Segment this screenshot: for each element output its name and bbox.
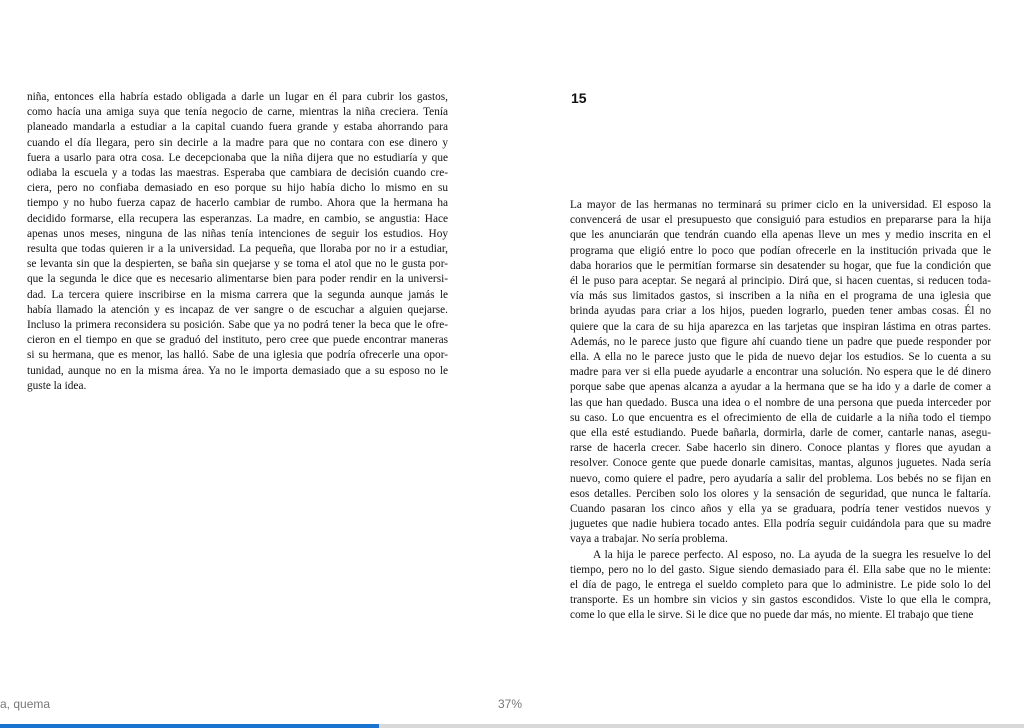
text-line: el día de pago, le entrega el sueldo completo para que lo administre. Le pide solo lo del <box>570 579 991 592</box>
text-line: odiaba la escuela y a todas las maestras. Esperaba que cambiara de decisión cuando cre- <box>27 167 448 180</box>
text-line: vaya a trabajar. No sería problema. <box>570 533 728 546</box>
left-page-text <box>27 90 448 394</box>
text-line: cieron en el tiempo en que se graduó del instituto, pero cree que puede encontrar maneras <box>27 334 448 347</box>
text-line: se levanta sin que la despierten, se baña sin quejarse y se toma el atol que no le gusta por- <box>27 258 448 271</box>
text-line: vía más sus limitados gastos, si inscriben a la niña en el programa de una iglesia que <box>570 290 991 303</box>
text-line: resulta que todas quieren ir a la universidad. La pequeña, que lloraba por no ir a estudiar, <box>27 243 448 256</box>
text-line: esos detalles. Perciben solo los olores y la sensación de seguridad, que nunca le faltaría. <box>570 487 991 500</box>
text-line: como hacía una amiga suya que tenía negocio de carne, mientras la niña creciera. Tenía <box>27 106 448 119</box>
text-line: que la segunda le dice que es necesario alimentarse bien para poder rendir en la universi- <box>27 273 448 286</box>
text-line: guste la idea. <box>27 379 87 392</box>
paragraph <box>570 548 991 624</box>
text-line: las que han quedado. Busca una idea o el nombre de una persona que pueda interceder por <box>570 396 991 409</box>
paragraph <box>570 198 991 548</box>
text-line: él le puso para aceptar. Se negará al principio. Dirá que, si hacen cuentas, si reducen toda- <box>570 275 991 288</box>
text-line: come lo que ella le sirve. Si le dice que no puede dar más, no miente. El trabajo que tiene <box>570 609 974 622</box>
text-line: tiempo, pero no lo del gasto. Sigue siendo demasiado para él. Ella sabe que no le miente: <box>570 563 991 576</box>
text-line: su caso. Lo que encuentra es el ofrecimiento de ella de cuidarle a la niña todo el tiempo <box>570 411 991 424</box>
text-line: transporte. Es un hombre sin vicios y sin gastos escondidos. Viste lo que ella le compra, <box>570 594 991 607</box>
text-line: planeado mandarla a estudiar a la capital cuando fuera grande y estaba ahorrando para <box>27 121 448 134</box>
text-line: que ella esté estudiando. Puede bañarla, dormirla, darle de comer, cantarle nanas, asegu- <box>570 427 991 440</box>
text-line: ella. A ella no le parece justo que le pida de nuevo dejar los estudios. Se lo cuenta a su <box>570 351 991 364</box>
text-line: porque sabe que apenas alcanza a ayudar a la hermana que se ha ido y a darle de comer a <box>570 381 991 394</box>
chapter-number: 15 <box>571 90 587 106</box>
text-line: juguetes que nadie hubiera tocado antes. Ella podría seguir cuidándola para que su madre <box>570 518 991 531</box>
text-line: apenas unos meses, ninguna de las niñas tenía intenciones de seguir los estudios. Hoy <box>27 227 448 240</box>
text-line: Incluso la primera reconsidera su posición. Sabe que ya no podrá tener la beca que le ofre- <box>27 319 448 332</box>
text-line: si su hermana, que es menor, las halló. Sabe de una iglesia que podría ofrecerle una opor- <box>27 349 448 362</box>
text-line: tiempo y no hubo fuerza capaz de hacerlo cambiar de rumbo. Ahora que la hermana ha <box>27 197 448 210</box>
text-line: daba horarios que le permitían formarse sin desatender su hogar, que fue la condición que <box>570 259 991 272</box>
text-line: fuera a usarlo para otra cosa. Le decepcionaba que la niña dijera que no estudiaría y que <box>27 151 448 164</box>
reading-progress-fill <box>0 724 379 728</box>
text-line: convencerá de usar el presupuesto que consiguió para estudios en prepararse para la hija <box>570 214 991 227</box>
text-line: Además, no le parece justo que figure ahí cuando tiene un padre que puede responder por <box>570 335 991 348</box>
text-line: decidido formarse, ella recupera las esperanzas. La madre, en cambio, se angustia: Hace <box>27 212 448 225</box>
text-line: madre para ver si ella puede ayudarle a encontrar una solución. No espera que le dé dinero <box>570 366 991 379</box>
text-line: ciera, pero no confiaba demasiado en eso porque su hijo había dicho lo mismo en su <box>27 182 448 195</box>
text-line: Cuando pasaran los cinco años y ella ya se graduara, podría tener vestidos nuevos y <box>570 503 991 516</box>
progress-percentage: 37% <box>498 697 523 711</box>
reading-progress-bar[interactable] <box>0 724 1024 728</box>
text-line: niña, entonces ella habría estado obligada a darle un lugar en él para cubrir los gastos, <box>27 91 448 103</box>
text-line: quiere que la cara de su hija aparezca en las tarjetas que inspiran lástima en otras partes. <box>570 320 991 333</box>
text-line: A la hija le parece perfecto. Al esposo, no. La ayuda de la suegra les resuelve lo del <box>593 548 991 561</box>
text-line: dad. La tercera quiere inscribirse en la misma carrera que la segunda aunque jamás le <box>27 288 448 301</box>
text-line: cuando el día llegara, pero sin decirle a la madre para que no contara con ese dinero y <box>27 136 448 149</box>
text-line: programa que eligió entre lo poco que podían ofrecerle en la institución privada que le <box>570 244 991 257</box>
text-line: brinda ayudas para criar a los hijos, pueden lograrlo, pueden tener ambas cosas. Él no <box>570 305 991 318</box>
text-line: rarse de hacerla crecer. Sabe hacerlo sin dinero. Conoce plantas y flores que ayudan a <box>570 442 991 455</box>
right-page-text <box>570 198 991 624</box>
text-line: nuevo, como quiere el padre, pero ayudaría a salir del problema. Los bebés no se fijan en <box>570 472 991 485</box>
text-line: había llamado la atención y es incapaz de ver sangre o de escuchar a alguien quejarse. <box>27 303 448 316</box>
text-line: que les anunciarán que tendrán cuando ella apenas lleve un mes y medio inscrita en el <box>570 229 991 242</box>
text-line: La mayor de las hermanas no terminará su primer ciclo en la universidad. El esposo la <box>570 199 991 211</box>
text-line: tunidad, aunque no en la misma área. Ya no le importa demasiado que a su esposo no le <box>27 364 448 377</box>
book-title-footer: a, quema <box>0 697 51 711</box>
text-line: resolver. Conoce gente que puede donarle camisitas, mantas, algunos juguetes. Nada sería <box>570 457 991 470</box>
